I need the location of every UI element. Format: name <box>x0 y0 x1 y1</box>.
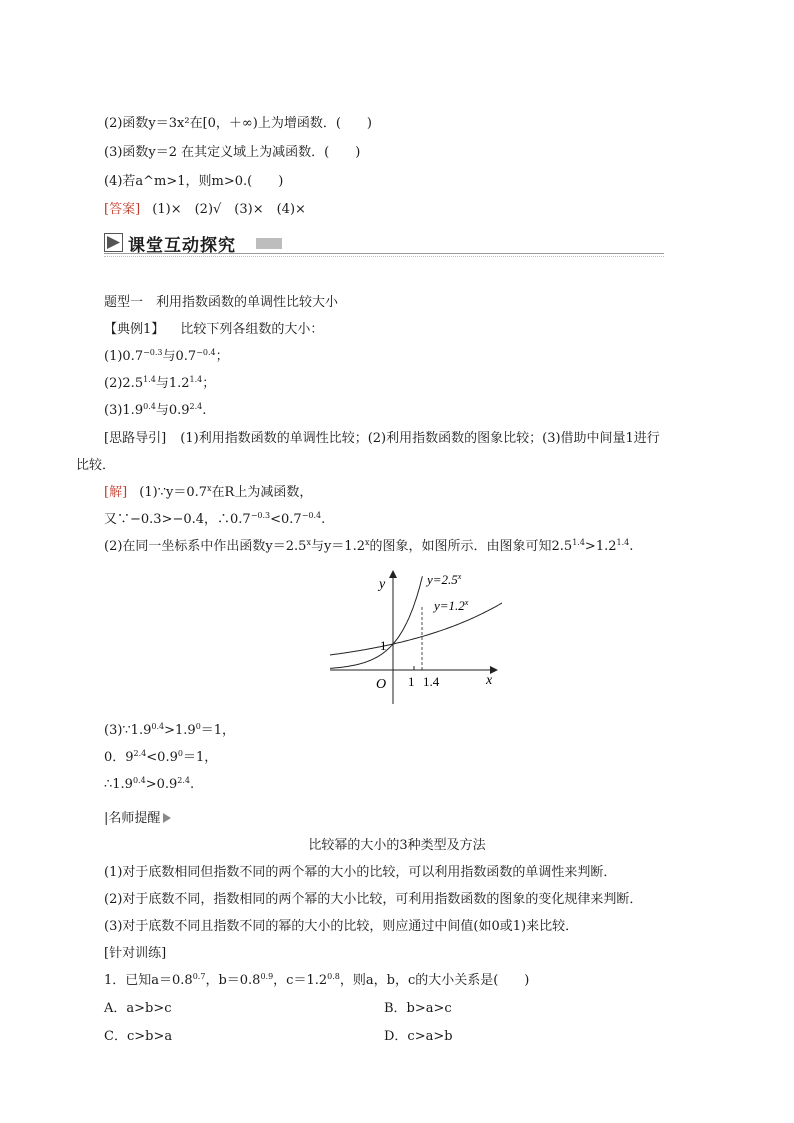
item-exp: −0.3 <box>143 348 163 357</box>
item-exp: 0.4 <box>143 402 156 411</box>
item-mid: 与0.9 <box>155 403 190 418</box>
curve-1-2x <box>330 595 502 656</box>
prior-q4-text: (4)若a^m>1，则m>0.( ) <box>104 174 284 189</box>
solution-exp: −0.4 <box>301 511 322 520</box>
solution-text: 0．9 <box>104 750 134 765</box>
y-intercept-label: 1 <box>380 638 387 653</box>
example-text: 比较下列各组数的大小： <box>180 322 324 337</box>
tips-p2: (2)对于底数不同，指数相同的两个幂的大小比较，可利用指数函数的图象的变化规律来判断． <box>104 892 643 907</box>
option-a: A．a>b>c <box>104 1001 172 1016</box>
prior-q2: (2)函数y＝3x²在[0，＋∞)上为增函数．( ) <box>104 116 372 131</box>
answer-text: (1)× (2)√ (3)× (4)× <box>152 202 306 217</box>
prior-answer <box>104 201 306 219</box>
solution-line-4 <box>104 722 235 740</box>
practice-q1 <box>104 972 529 990</box>
practice-tag: [针对训练] <box>104 946 167 961</box>
solution-text: . <box>629 539 634 554</box>
solution-text: >1.9 <box>164 723 196 738</box>
tips-title: 比较幂的大小的3种类型及方法 <box>308 838 486 853</box>
item-end: . <box>202 403 207 418</box>
item-base: (1)0.7 <box>104 349 144 364</box>
practice-exp: 0.9 <box>260 972 274 981</box>
section-title: 课堂互动探究 <box>128 236 236 256</box>
item-base: (3)1.9 <box>104 403 144 418</box>
item-mid: 与1.2 <box>155 376 190 391</box>
item-exp: 1.4 <box>189 375 203 384</box>
solution-exp: x <box>207 484 212 493</box>
section-arrow-icon <box>104 233 123 252</box>
practice-text: ，b＝0.8 <box>205 973 261 988</box>
curve-2-5x <box>330 576 422 668</box>
solution-exp: 2.4 <box>177 776 190 785</box>
practice-text: ，c＝1.2 <box>273 973 328 988</box>
solution-line-2 <box>104 511 325 529</box>
section-rule-dotted <box>104 256 664 257</box>
guide-line-1 <box>104 430 660 448</box>
prior-q3: (3)函数y＝2 在其定义域上为减函数．( ) <box>104 145 361 160</box>
x-axis-label: x <box>486 673 493 688</box>
guide-text: (1)利用指数函数的单调性比较；(2)利用指数函数的图象比较；(3)借助中间量1进行 <box>180 431 660 446</box>
solution-exp: 0.4 <box>151 722 165 731</box>
practice-text: ，则a，b，c的大小关系是( ) <box>339 973 530 988</box>
solution-text: >0.9 <box>145 777 178 792</box>
solution-text: 又∵−0.3>−0.4，∴0.7 <box>104 512 251 527</box>
solution-text: . <box>321 512 326 527</box>
solution-exp: x <box>364 538 370 547</box>
tips-p3: (3)对于底数不同且指数不同的幂的大小的比较，则应通过中间值(如0或1)来比较． <box>104 919 579 934</box>
prior-q4 <box>104 173 283 191</box>
solution-text: ＝1， <box>182 750 218 765</box>
solution-line-1 <box>104 484 312 502</box>
x-tick-1-label: 1 <box>408 674 415 689</box>
solution-text: (1)∵y＝0.7 <box>139 485 208 500</box>
origin-label: O <box>376 677 387 692</box>
section-rule <box>104 253 664 254</box>
item-exp: 1.4 <box>143 375 156 384</box>
example-line <box>104 321 323 339</box>
item-end: ； <box>202 376 216 391</box>
solution-text: (3)∵1.9 <box>104 723 152 738</box>
solution-exp: 0.4 <box>132 776 146 785</box>
solution-text: (2)在同一坐标系中作出函数y＝2.5 <box>104 539 307 554</box>
option-c: C．c>b>a <box>104 1029 173 1044</box>
x-tick-1-4-label: 1.4 <box>423 674 440 689</box>
solution-text: >1.2 <box>584 539 617 554</box>
solution-text: ∴1.9 <box>104 777 133 792</box>
solution-line-5 <box>104 749 217 767</box>
guide-line-2: 比较． <box>76 458 116 473</box>
tips-arrow-icon <box>163 813 171 823</box>
solution-text: <0.7 <box>270 512 302 527</box>
exponential-graph <box>322 566 502 708</box>
curve-1-2x-label: $y=1.2^x$ <box>434 598 469 613</box>
practice-text: 1．已知a＝0.8 <box>104 973 193 988</box>
solution-text: . <box>190 777 195 792</box>
example-item-2 <box>104 375 215 393</box>
item-mid: 与0.7 <box>162 349 197 364</box>
solution-exp: −0.3 <box>250 511 271 520</box>
tips-p1: (1)对于底数相同但指数不同的两个幂的大小的比较，可以利用指数函数的单调性来判断． <box>104 865 617 880</box>
guide-tag: [思路导引] <box>104 431 167 446</box>
option-b: B．b>a>c <box>384 1001 452 1016</box>
practice-exp: 0.7 <box>192 972 206 981</box>
item-exp: 2.4 <box>189 402 203 411</box>
solution-tag: [解] <box>104 485 128 500</box>
solution-text: 在R上为减函数， <box>211 485 313 500</box>
section-header <box>104 232 664 254</box>
answer-tag: [答案] <box>104 202 141 217</box>
item-exp: −0.4 <box>196 348 216 357</box>
solution-text: 与y＝1.2 <box>310 539 365 554</box>
y-axis-arrow <box>389 570 397 578</box>
y-axis-label: y <box>379 577 386 592</box>
option-d: D．c>a>b <box>384 1029 453 1044</box>
item-base: (2)2.5 <box>104 376 144 391</box>
solution-text: <0.9 <box>146 750 178 765</box>
solution-exp: 1.4 <box>616 538 630 547</box>
example-item-1 <box>104 348 229 366</box>
curve-2-5x-label: $y=2.5^x$ <box>427 572 462 587</box>
practice-exp: 0.8 <box>327 972 340 981</box>
example-tag: 【典例1】 <box>104 322 165 337</box>
solution-exp: x <box>306 538 311 547</box>
solution-text: ＝1， <box>200 723 236 738</box>
tips-tag-line <box>104 810 171 828</box>
solution-exp: 0 <box>177 749 183 758</box>
solution-line-6 <box>104 776 194 794</box>
section-decoration <box>256 238 282 249</box>
solution-line-3 <box>104 538 633 556</box>
topic-heading: 题型一 利用指数函数的单调性比较大小 <box>104 295 339 310</box>
solution-exp: 1.4 <box>572 538 585 547</box>
solution-text: 的图象，如图所示．由图象可知2.5 <box>369 539 573 554</box>
solution-exp: 2.4 <box>133 749 147 758</box>
item-end: ； <box>215 349 229 364</box>
tips-tag: |名师提醒 <box>104 811 161 826</box>
example-item-3 <box>104 402 206 420</box>
solution-exp: 0 <box>195 722 201 731</box>
